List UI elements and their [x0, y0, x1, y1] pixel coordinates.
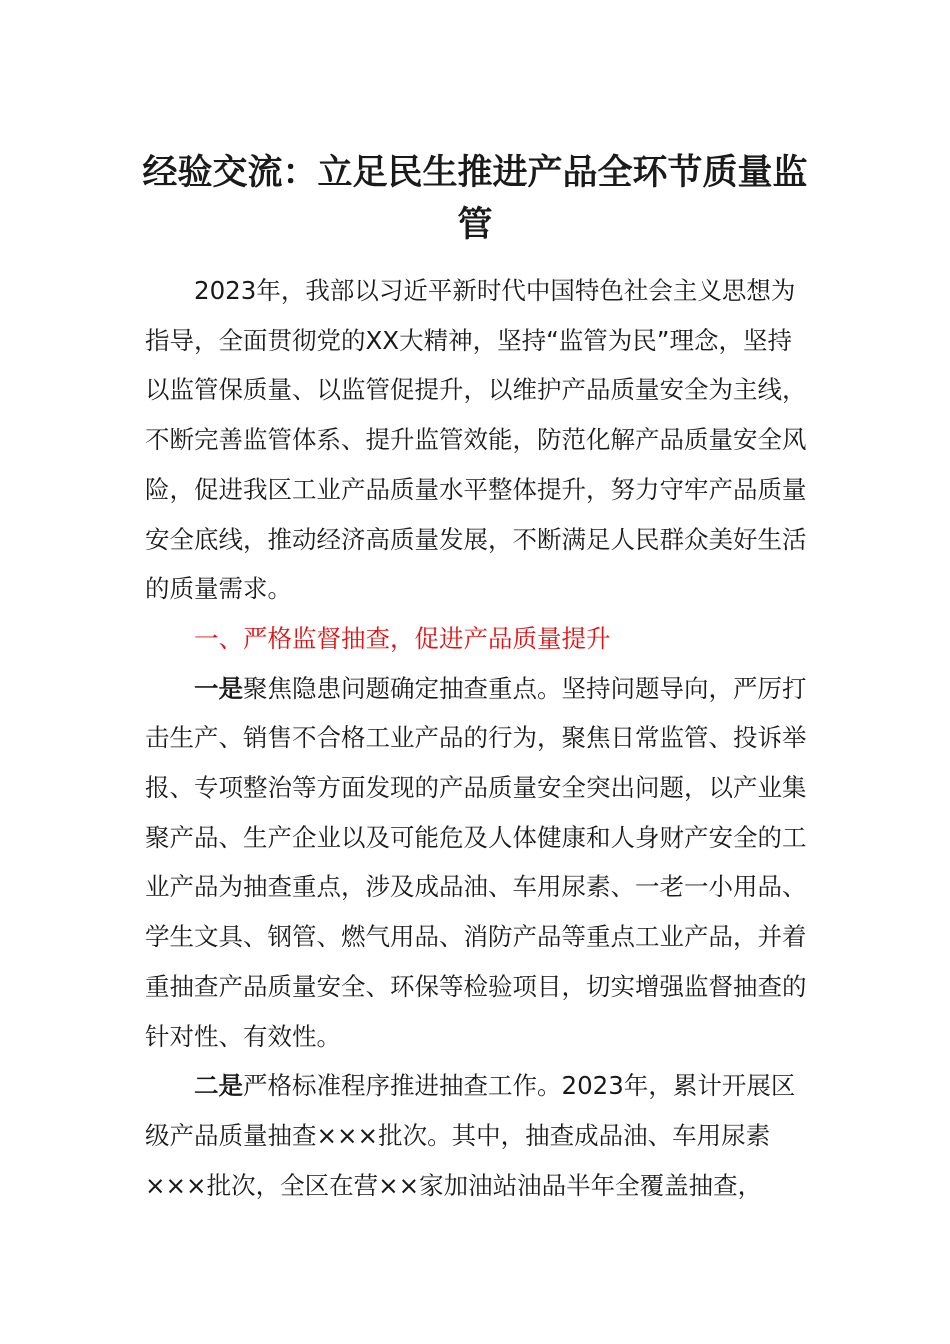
- section-heading: 一、严格监督抽查，促进产品质量提升: [194, 623, 611, 653]
- item-lead: 二是: [194, 1071, 243, 1101]
- item-lead: 一是: [194, 673, 243, 703]
- intro-paragraph: 2023年，我部以习近平新时代中国特色社会主义思想为指导，全面贯彻党的XX大精神，坚持“监管为民”理念，坚持以监管保质量、以监管促提升，以维护产品质量安全为主线，不断完善监管体系、提升监管效能，防范化解产品质量安全风险，促进我区工业产品质量水平整体提升，努力守牢产品质量安全底线，推动经济高质量发展，不断满足人民群众美好生活的质量需求。: [145, 276, 807, 604]
- item-paragraph-1: [145, 664, 815, 1062]
- item-text: 严格标准程序推进抽查工作。2023年，累计开展区级产品质量抽查×××批次。其中，抽查成品油、车用尿素×××批次，全区在营××家加油站油品半年全覆盖抽查，: [145, 1071, 796, 1200]
- document-body: [145, 266, 815, 1210]
- document-title: 经验交流：立足民生推进产品全环节质量监管: [142, 153, 808, 245]
- item-paragraph-2: [145, 1061, 815, 1210]
- item-text: 聚焦隐患问题确定抽查重点。坚持问题导向，严厉打击生产、销售不合格工业产品的行为，聚焦日常监管、投诉举报、专项整治等方面发现的产品质量安全突出问题，以产业集聚产品、生产企业以及可能危及人体健康和人身财产安全的工业产品为抽查重点，涉及成品油、车用尿素、一老一小用品、学生文具、钢管、燃气用品、消防产品等重点工业产品，并着重抽查产品质量安全、环保等检验项目，切实增强监督抽查的针对性、有效性。: [145, 673, 807, 1051]
